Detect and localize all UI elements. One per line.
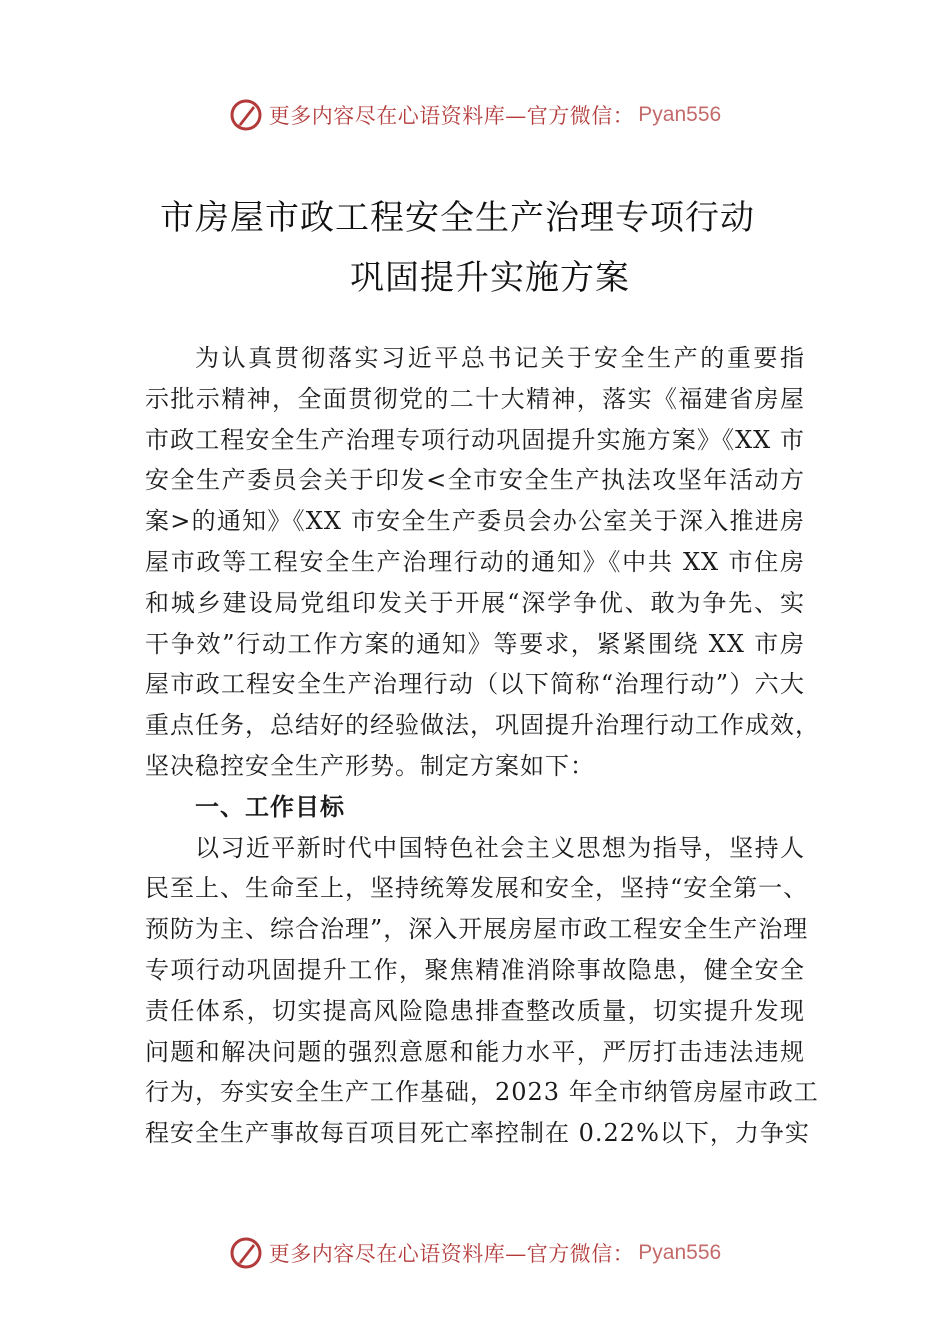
paragraph-line: 程安全生产事故每百项目死亡率控制在 0.22%以下，力争实 [145,1119,810,1148]
paragraph-line: 示批示精神，全面贯彻党的二十大精神，落实《福建省房屋 [145,384,805,413]
header-banner [0,95,950,135]
paragraph-line: 重点任务，总结好的经验做法，巩固提升治理行动工作成效， [145,711,820,740]
paragraph-line: 屋市政等工程安全生产治理行动的通知》《中共 XX 市住房 [145,547,805,576]
paragraph-line: 屋市政工程安全生产治理行动（以下简称“治理行动”）六大 [145,670,805,699]
paragraph-line: 责任体系，切实提高风险隐患排查整改质量，切实提升发现 [145,996,805,1025]
document-title-line2: 巩固提升实施方案 [350,258,630,298]
paragraph-line: 为认真贯彻落实习近平总书记关于安全生产的重要指 [195,344,805,372]
paragraph-line: 坚决稳控安全生产形势。制定方案如下： [145,751,595,780]
banner-wechat-id: Pyan556 [638,1241,722,1264]
document-title-line1: 市房屋市政工程安全生产治理专项行动 [160,198,755,238]
banner-text: 更多内容尽在心语资料库—官方微信： [268,1242,635,1266]
document-body [145,338,820,1154]
section-heading: 一、工作目标 [195,792,345,821]
paragraph-line: 市政工程安全生产治理专项行动巩固提升实施方案》《XX 市 [145,425,805,454]
paragraph-line: 案>的通知》《XX 市安全生产委员会办公室关于深入推进房 [145,507,805,536]
paragraph-line: 专项行动巩固提升工作，聚焦精准消除事故隐患，健全安全 [145,955,805,984]
banner-wechat-id: Pyan556 [638,103,722,126]
footer-banner [0,1233,950,1273]
quill-logo-icon [229,98,263,132]
paragraph-line: 预防为主、综合治理”，深入开展房屋市政工程安全生产治理 [145,915,809,944]
paragraph-line: 民至上、生命至上，坚持统筹发展和安全，坚持“安全第一、 [145,874,809,903]
paragraph-line: 干争效”行动工作方案的通知》等要求，紧紧围绕 XX 市房 [145,629,805,658]
paragraph-line: 以习近平新时代中国特色社会主义思想为指导，坚持人 [195,833,805,862]
paragraph-line: 安全生产委员会关于印发<全市安全生产执法攻坚年活动方 [145,466,805,495]
banner-text: 更多内容尽在心语资料库—官方微信： [268,104,635,128]
quill-logo-icon [229,1236,263,1270]
paragraph-line: 和城乡建设局党组印发关于开展“深学争优、敢为争先、实 [145,588,805,617]
paragraph-line: 行为，夯实安全生产工作基础，2023 年全市纳管房屋市政工 [145,1078,819,1107]
paragraph-line: 问题和解决问题的强烈意愿和能力水平，严厉打击违法违规 [145,1037,805,1066]
